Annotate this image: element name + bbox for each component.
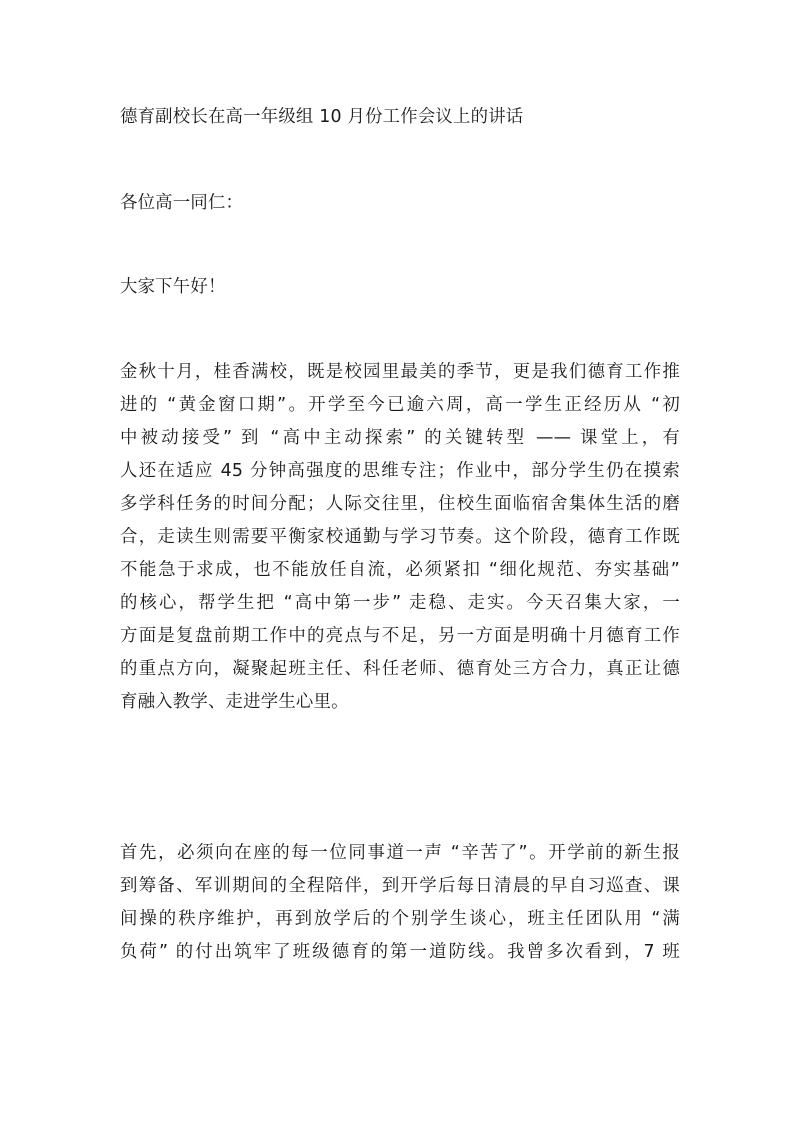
paragraph-line: 中被动接受” 到 “高中主动探索” 的关键转型 —— 课堂上，有 [120, 428, 680, 448]
document-title: 德育副校长在高一年级组 10 月份工作会议上的讲话 [120, 107, 524, 127]
paragraph-line: 育融入教学、走进学生心里。 [120, 692, 349, 712]
paragraph-line: 合，走读生则需要平衡家校通勤与学习节奏。这个阶段，德育工作既 [120, 527, 680, 547]
paragraph-line: 多学科任务的时间分配；人际交往里，住校生面临宿舍集体生活的磨 [120, 494, 680, 514]
greeting: 大家下午好！ [120, 277, 226, 297]
paragraph-line: 的核心，帮学生把 “高中第一步” 走稳、走实。今天召集大家，一 [120, 593, 680, 613]
paragraph-line: 进的 “黄金窗口期”。开学至今已逾六周，高一学生正经历从 “初 [120, 395, 680, 415]
paragraph-line: 到筹备、军训期间的全程陪伴，到开学后每日清晨的早自习巡查、课 [120, 876, 680, 896]
paragraph-line: 首先，必须向在座的每一位同事道一声 “辛苦了”。开学前的新生报 [120, 843, 680, 863]
paragraph-line: 负荷” 的付出筑牢了班级德育的第一道防线。我曾多次看到，7 班 [120, 942, 680, 962]
paragraph-line: 的重点方向，凝聚起班主任、科任老师、德育处三方合力，真正让德 [120, 659, 680, 679]
paragraph-line: 不能急于求成，也不能放任自流，必须紧扣 “细化规范、夯实基础” [120, 560, 680, 580]
salutation: 各位高一同仁： [120, 193, 244, 213]
paragraph-line: 间操的秩序维护，再到放学后的个别学生谈心，班主任团队用 “满 [120, 909, 680, 929]
paragraph-line: 人还在适应 45 分钟高强度的思维专注；作业中，部分学生仍在摸索 [120, 461, 680, 481]
paragraph-line: 方面是复盘前期工作中的亮点与不足，另一方面是明确十月德育工作 [120, 626, 680, 646]
paragraph-line: 金秋十月，桂香满校，既是校园里最美的季节，更是我们德育工作推 [120, 362, 680, 382]
